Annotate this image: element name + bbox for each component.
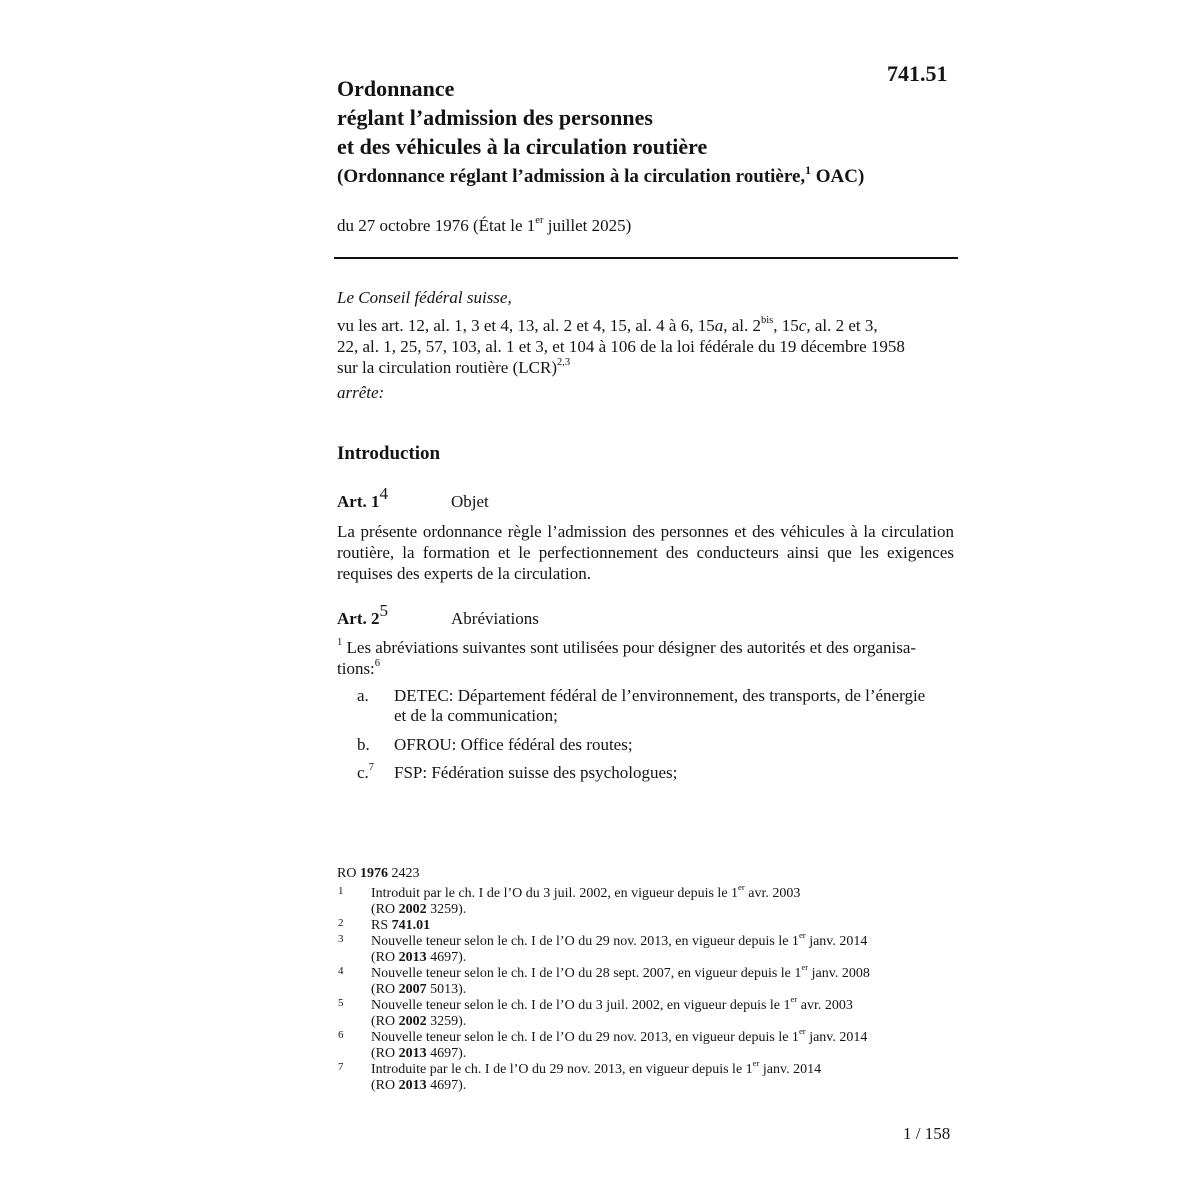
footnote-text: Nouvelle teneur selon le ch. I de l’O du 28 sept. 2007, en vigueur depuis le 1: [371, 966, 802, 981]
footnote-sup: er: [752, 1058, 760, 1069]
paragraph-line: [337, 658, 916, 679]
footnote-line: [371, 1078, 821, 1094]
footnote-number: 5: [338, 997, 344, 1009]
date-ordinal: er: [535, 215, 544, 227]
footnote-text: janv. 2014: [805, 934, 868, 949]
footnote-text: (RO: [371, 982, 399, 997]
footnote-ro: [337, 866, 419, 882]
footnote-line: [371, 930, 868, 950]
footnote-text: janv. 2008: [808, 966, 870, 981]
footnote-sup: er: [790, 994, 798, 1005]
footnote-ref[interactable]: 5: [379, 600, 388, 620]
footnote-bold: 2013: [398, 950, 427, 965]
footnote-sup: er: [738, 882, 745, 893]
article-number: Art. 2: [337, 609, 380, 628]
footnote-number: 7: [338, 1061, 344, 1073]
footnote-text: RO: [337, 866, 360, 881]
preamble-text: sur la circulation routière (LCR): [337, 358, 557, 377]
footnote-text: Introduit par le ch. I de l’O du 3 juil. 2002, en vigueur depuis le 1: [371, 886, 739, 901]
footnote-ref[interactable]: 1: [805, 163, 812, 177]
footnote: [371, 882, 801, 918]
footnote-text: 3259).: [426, 1014, 467, 1029]
list-item: [394, 763, 677, 783]
preamble-text: c: [798, 316, 807, 335]
document-date: [337, 216, 631, 236]
footnote-text: 2423: [387, 866, 420, 881]
footnote-text: Introduite par le ch. I de l’O du 29 nov. 2013, en vigueur depuis le 1: [371, 1062, 753, 1077]
footnote-text: (RO: [371, 1046, 399, 1061]
paragraph-text: Les abréviations suivantes sont utilisées pour désigner des autorités et des organisa-: [342, 638, 917, 657]
date-text-end: juillet 2025): [543, 216, 632, 235]
footnote-number: 4: [338, 965, 344, 977]
footnote-line: [371, 882, 801, 902]
footnote-bold: 2002: [398, 902, 427, 917]
date-text: du 27 octobre 1976 (État le 1: [337, 216, 536, 235]
footnote-text: RS: [371, 918, 392, 933]
list-item-text: FSP: Fédération suisse des psychologues;: [394, 763, 678, 782]
document-number: 741.51: [887, 61, 948, 86]
preamble-line: 22, al. 1, 25, 57, 103, al. 1 et 3, et 104 à 106 de la loi fédérale du 19 décembre 1958: [337, 337, 905, 356]
footnote-line: [371, 1026, 868, 1046]
list-item-text: OFROU: Office fédéral des routes;: [394, 735, 633, 754]
preamble-line: [337, 315, 957, 336]
page-number: 1 / 158: [903, 1124, 951, 1143]
title-line: réglant l’admission des personnes: [337, 105, 653, 130]
footnote-text: 4697).: [426, 1078, 467, 1093]
footnote-text: 4697).: [426, 950, 467, 965]
footnote-text: (RO: [371, 902, 399, 917]
preamble-authority: Le Conseil fédéral suisse,: [337, 288, 512, 307]
footnote-number: 2: [338, 917, 344, 929]
footnote: [371, 930, 868, 966]
footnote-sup: er: [801, 962, 809, 973]
footnote-line: [371, 950, 867, 966]
footnote-line: [371, 918, 430, 934]
footnote-bold: 1976: [359, 866, 388, 881]
preamble-text: , al. 2 et 3,: [806, 316, 878, 335]
footnote-line: [371, 962, 870, 982]
footnote-text: Nouvelle teneur selon le ch. I de l’O du 3 juil. 2002, en vigueur depuis le 1: [371, 998, 791, 1013]
footnote-text: janv. 2014: [759, 1062, 822, 1077]
preamble-text: a: [714, 316, 724, 335]
footnote: [371, 1058, 822, 1094]
footnote: [371, 1026, 868, 1062]
footnote-text: 4697).: [426, 1046, 467, 1061]
footnote-text: Nouvelle teneur selon le ch. I de l’O du 29 nov. 2013, en vigueur depuis le 1: [371, 934, 799, 949]
footnote-text: Nouvelle teneur selon le ch. I de l’O du 29 nov. 2013, en vigueur depuis le 1: [371, 1030, 799, 1045]
document-subtitle: [337, 164, 864, 189]
footnote-line: [371, 994, 853, 1014]
list-marker: [357, 763, 374, 783]
footnote-number: 1: [338, 885, 344, 897]
list-item-text: DETEC: Département fédéral de l’environnement, des transports, de l’énergie: [394, 686, 926, 705]
article-title: Objet: [451, 492, 489, 511]
footnote-bold: 2002: [398, 1014, 427, 1029]
preamble-sup: bis: [760, 315, 774, 327]
footnote-ref[interactable]: 2,3: [556, 357, 571, 369]
footnote-line: [371, 902, 800, 918]
article-number: Art. 1: [337, 492, 380, 511]
footnote-line: [371, 1046, 867, 1062]
footnote-text: avr. 2003: [797, 998, 853, 1013]
footnote-ref[interactable]: 7: [368, 762, 375, 774]
footnote-text: (RO: [371, 1014, 399, 1029]
footnote-bold: 2007: [398, 982, 427, 997]
footnote-ref[interactable]: 4: [379, 483, 388, 503]
list-item: [394, 735, 633, 755]
paragraph-number: 1: [337, 637, 343, 649]
footnote-text: janv. 2014: [805, 1030, 868, 1045]
article-paragraph: [337, 637, 916, 679]
list-item-text: et de la communication;: [394, 706, 558, 725]
footnote-ref[interactable]: 6: [374, 658, 381, 670]
footnote-text: 5013).: [426, 982, 467, 997]
title-line: et des véhicules à la circulation routière: [337, 134, 708, 159]
section-heading: Introduction: [337, 443, 441, 464]
paragraph-text: tions:: [337, 659, 375, 678]
subtitle-text: (Ordonnance réglant l’admission à la circulation routière,: [337, 166, 806, 187]
footnote: [371, 918, 430, 934]
article-heading: [337, 483, 388, 512]
footnote: [371, 994, 853, 1030]
title-line: Ordonnance: [337, 76, 455, 101]
article-text: La présente ordonnance règle l’admission des personnes et des véhicules à la circulation routière, la formation et le perfectionnement des conducteurs ainsi que les exigences requises des experts de la circulation.: [337, 522, 954, 583]
footnote-number: 6: [338, 1029, 344, 1041]
footnote-bold: 741.01: [391, 918, 431, 933]
list-marker: b.: [357, 735, 370, 754]
list-item: [394, 686, 925, 726]
footnote-text: (RO: [371, 1078, 399, 1093]
preamble-decree: arrête:: [337, 383, 385, 402]
footnote-bold: 2013: [398, 1046, 427, 1061]
article-title: Abréviations: [451, 609, 539, 628]
subtitle-abbrev: OAC): [811, 166, 865, 187]
preamble: [337, 287, 957, 403]
footnote-sup: er: [798, 1026, 806, 1037]
preamble-line: [337, 357, 957, 378]
article-heading: [337, 600, 388, 629]
document-title: [337, 74, 864, 189]
footnote-text: (RO: [371, 950, 399, 965]
preamble-text: , al. 2: [723, 316, 761, 335]
footnote-line: [371, 1014, 853, 1030]
preamble-text: vu les art. 12, al. 1, 3 et 4, 13, al. 2 et 4, 15, al. 4 à 6, 15: [337, 316, 715, 335]
footnote-bold: 2013: [398, 1078, 427, 1093]
footnote-text: 3259).: [426, 902, 467, 917]
paragraph-line: [337, 637, 916, 658]
preamble-text: , 15: [773, 316, 799, 335]
list-marker-text: c.: [357, 763, 369, 782]
footnote-sup: er: [798, 930, 806, 941]
footnote-text: avr. 2003: [744, 886, 801, 901]
footnote-line: [371, 1058, 822, 1078]
footnote-number: 3: [338, 933, 344, 945]
header-divider: [334, 257, 958, 259]
list-marker: a.: [357, 686, 369, 705]
